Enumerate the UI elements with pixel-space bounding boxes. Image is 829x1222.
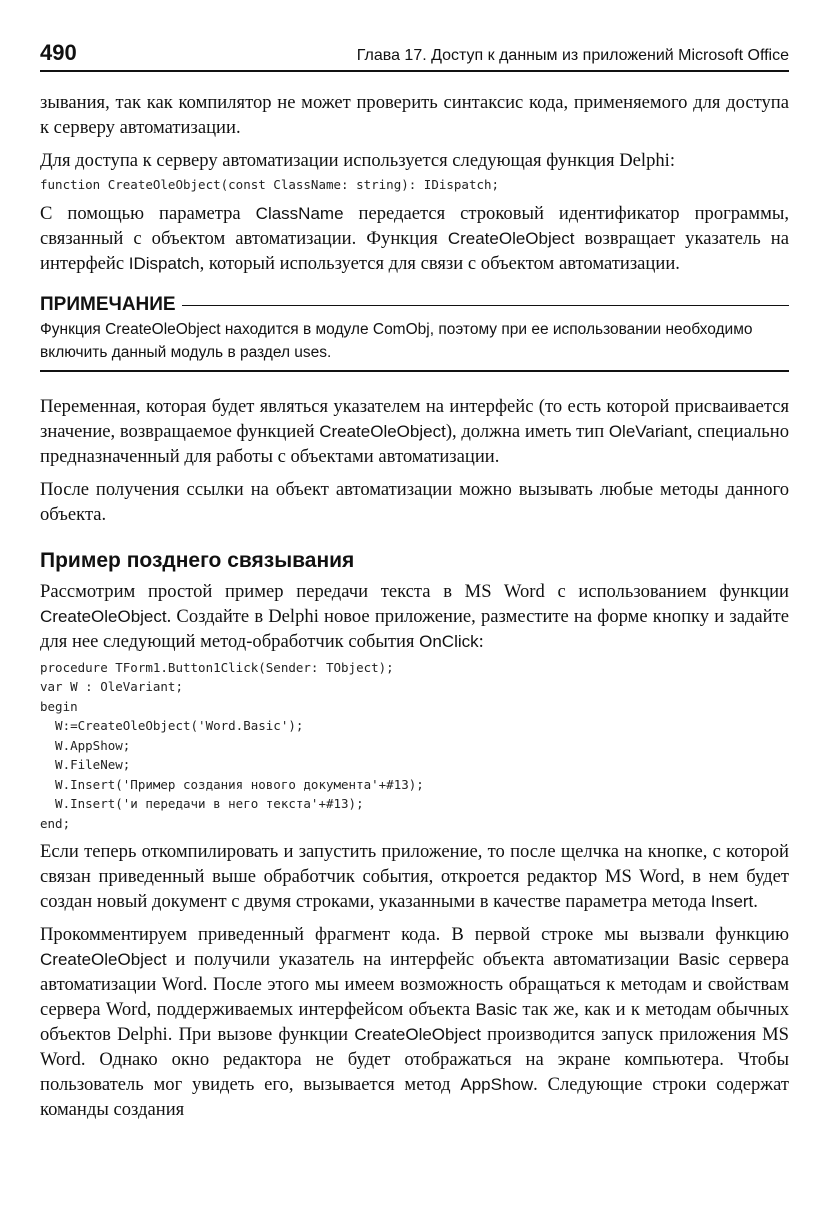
text-segment: Если теперь откомпилировать и запустить приложение, то после щелчка на кнопке, с которой связан приведенный выше обработчик события, откроется редактор MS Word, в нем будет создан новый документ с двумя строками, указанными в качестве параметра метода <box>40 841 789 912</box>
text-segment: передается строковый идентификатор программы, связанный с объектом автоматизации. Функция <box>40 202 789 249</box>
inline-code: AppShow <box>460 1075 534 1094</box>
text-segment: . Следующие строки содержат команды создания <box>40 1074 789 1120</box>
inline-code: OnClick <box>419 631 479 651</box>
inline-code: ClassName <box>255 203 344 223</box>
paragraph-3 <box>40 201 789 276</box>
book-page <box>40 40 789 1122</box>
section-heading: Пример позднего связывания <box>40 548 355 572</box>
text-segment: Переменная, которая будет являться указателем на интерфейс (то есть которой присваивается значение, возвращаемое функцией <box>40 395 789 442</box>
note-box <box>40 294 789 372</box>
code-line: end; <box>40 815 71 831</box>
inline-code: Basic <box>475 1000 518 1019</box>
code-line: W.AppShow; <box>40 737 131 753</box>
inline-code: CreateOleObject <box>354 1025 481 1044</box>
text-segment: сервера автоматизации Word. После этого мы имеем возможность обращаться к методам и свойствам сервера Word, поддерживаемых интерфейсом объекта <box>40 949 789 1020</box>
inline-code: CreateOleObject <box>40 950 167 969</box>
text-segment: , который используется для связи с объектом автоматизации. <box>199 252 680 274</box>
text-segment: . <box>753 891 758 912</box>
paragraph-7 <box>40 839 789 914</box>
code-line: W:=CreateOleObject('Word.Basic'); <box>40 718 304 733</box>
inline-code: CreateOleObject <box>319 421 446 441</box>
text-segment: Рассмотрим простой пример передачи текста в MS Word с использованием функции <box>40 580 789 602</box>
page-header <box>40 40 789 72</box>
text-segment: возвращает указатель на интерфейс <box>40 227 789 274</box>
text-segment: так же, как и к методам обычных объектов Delphi. При вызове функции <box>40 999 789 1045</box>
function-signature: function CreateOleObject(const ClassName: string): IDispatch; <box>40 177 500 192</box>
inline-code: Basic <box>678 950 720 969</box>
inline-code: OleVariant <box>608 421 688 441</box>
note-title: ПРИМЕЧАНИЕ <box>40 293 176 315</box>
note-text: Функция CreateOleObject находится в модуле ComObj, поэтому при ее использовании необходимо включить данный модуль в раздел uses. <box>40 320 753 361</box>
paragraph-2: Для доступа к серверу автоматизации используется следующая функция Delphi: <box>40 150 676 171</box>
paragraph-5: После получения ссылки на объект автоматизации можно вызывать любые методы данного объекта. <box>40 478 789 525</box>
text-segment: производится запуск приложения MS Word. Однако окно редактора не будет отображаться на экране компьютера. Чтобы пользователь мог увидеть его, вызывается метод <box>40 1024 789 1095</box>
code-line: W.Insert('и передачи в него текста'+#13); <box>40 796 364 811</box>
inline-code: Insert <box>710 892 754 911</box>
code-line: begin <box>40 698 78 714</box>
note-header <box>40 294 789 316</box>
text-segment: . Создайте в Delphi новое приложение, разместите на форме кнопку и задайте для нее следующий метод-обработчик события <box>40 605 789 652</box>
code-line: procedure TForm1.Button1Click(Sender: TObject); <box>40 659 394 675</box>
code-line: var W : OleVariant; <box>40 679 183 694</box>
paragraph-8 <box>40 922 789 1122</box>
code-line: W.Insert('Пример создания нового документа'+#13); <box>40 776 424 792</box>
inline-code: CreateOleObject <box>40 606 167 626</box>
text-segment: ), должна иметь тип <box>445 420 609 442</box>
text-segment: и получили указатель на интерфейс объекта автоматизации <box>166 949 679 970</box>
code-block <box>40 658 789 834</box>
text-segment: , специально предназначенный для работы с объектами автоматизации. <box>40 420 789 467</box>
page-number: 490 <box>40 40 77 65</box>
text-segment: : <box>478 630 484 652</box>
paragraph-1: зывания, так как компилятор не может проверить синтаксис кода, применяемого для доступа к серверу автоматизации. <box>40 92 789 138</box>
running-title: Глава 17. Доступ к данным из приложений Microsoft Office <box>356 47 789 64</box>
note-rule <box>182 305 789 306</box>
paragraph-6 <box>40 579 789 654</box>
inline-code: IDispatch <box>128 253 200 273</box>
paragraph-4 <box>40 394 789 469</box>
text-segment: С помощью параметра <box>40 202 256 224</box>
text-segment: Прокомментируем приведенный фрагмент кода. В первой строке мы вызвали функцию <box>40 924 789 945</box>
code-line: W.FileNew; <box>40 757 131 772</box>
inline-code: CreateOleObject <box>447 228 575 248</box>
